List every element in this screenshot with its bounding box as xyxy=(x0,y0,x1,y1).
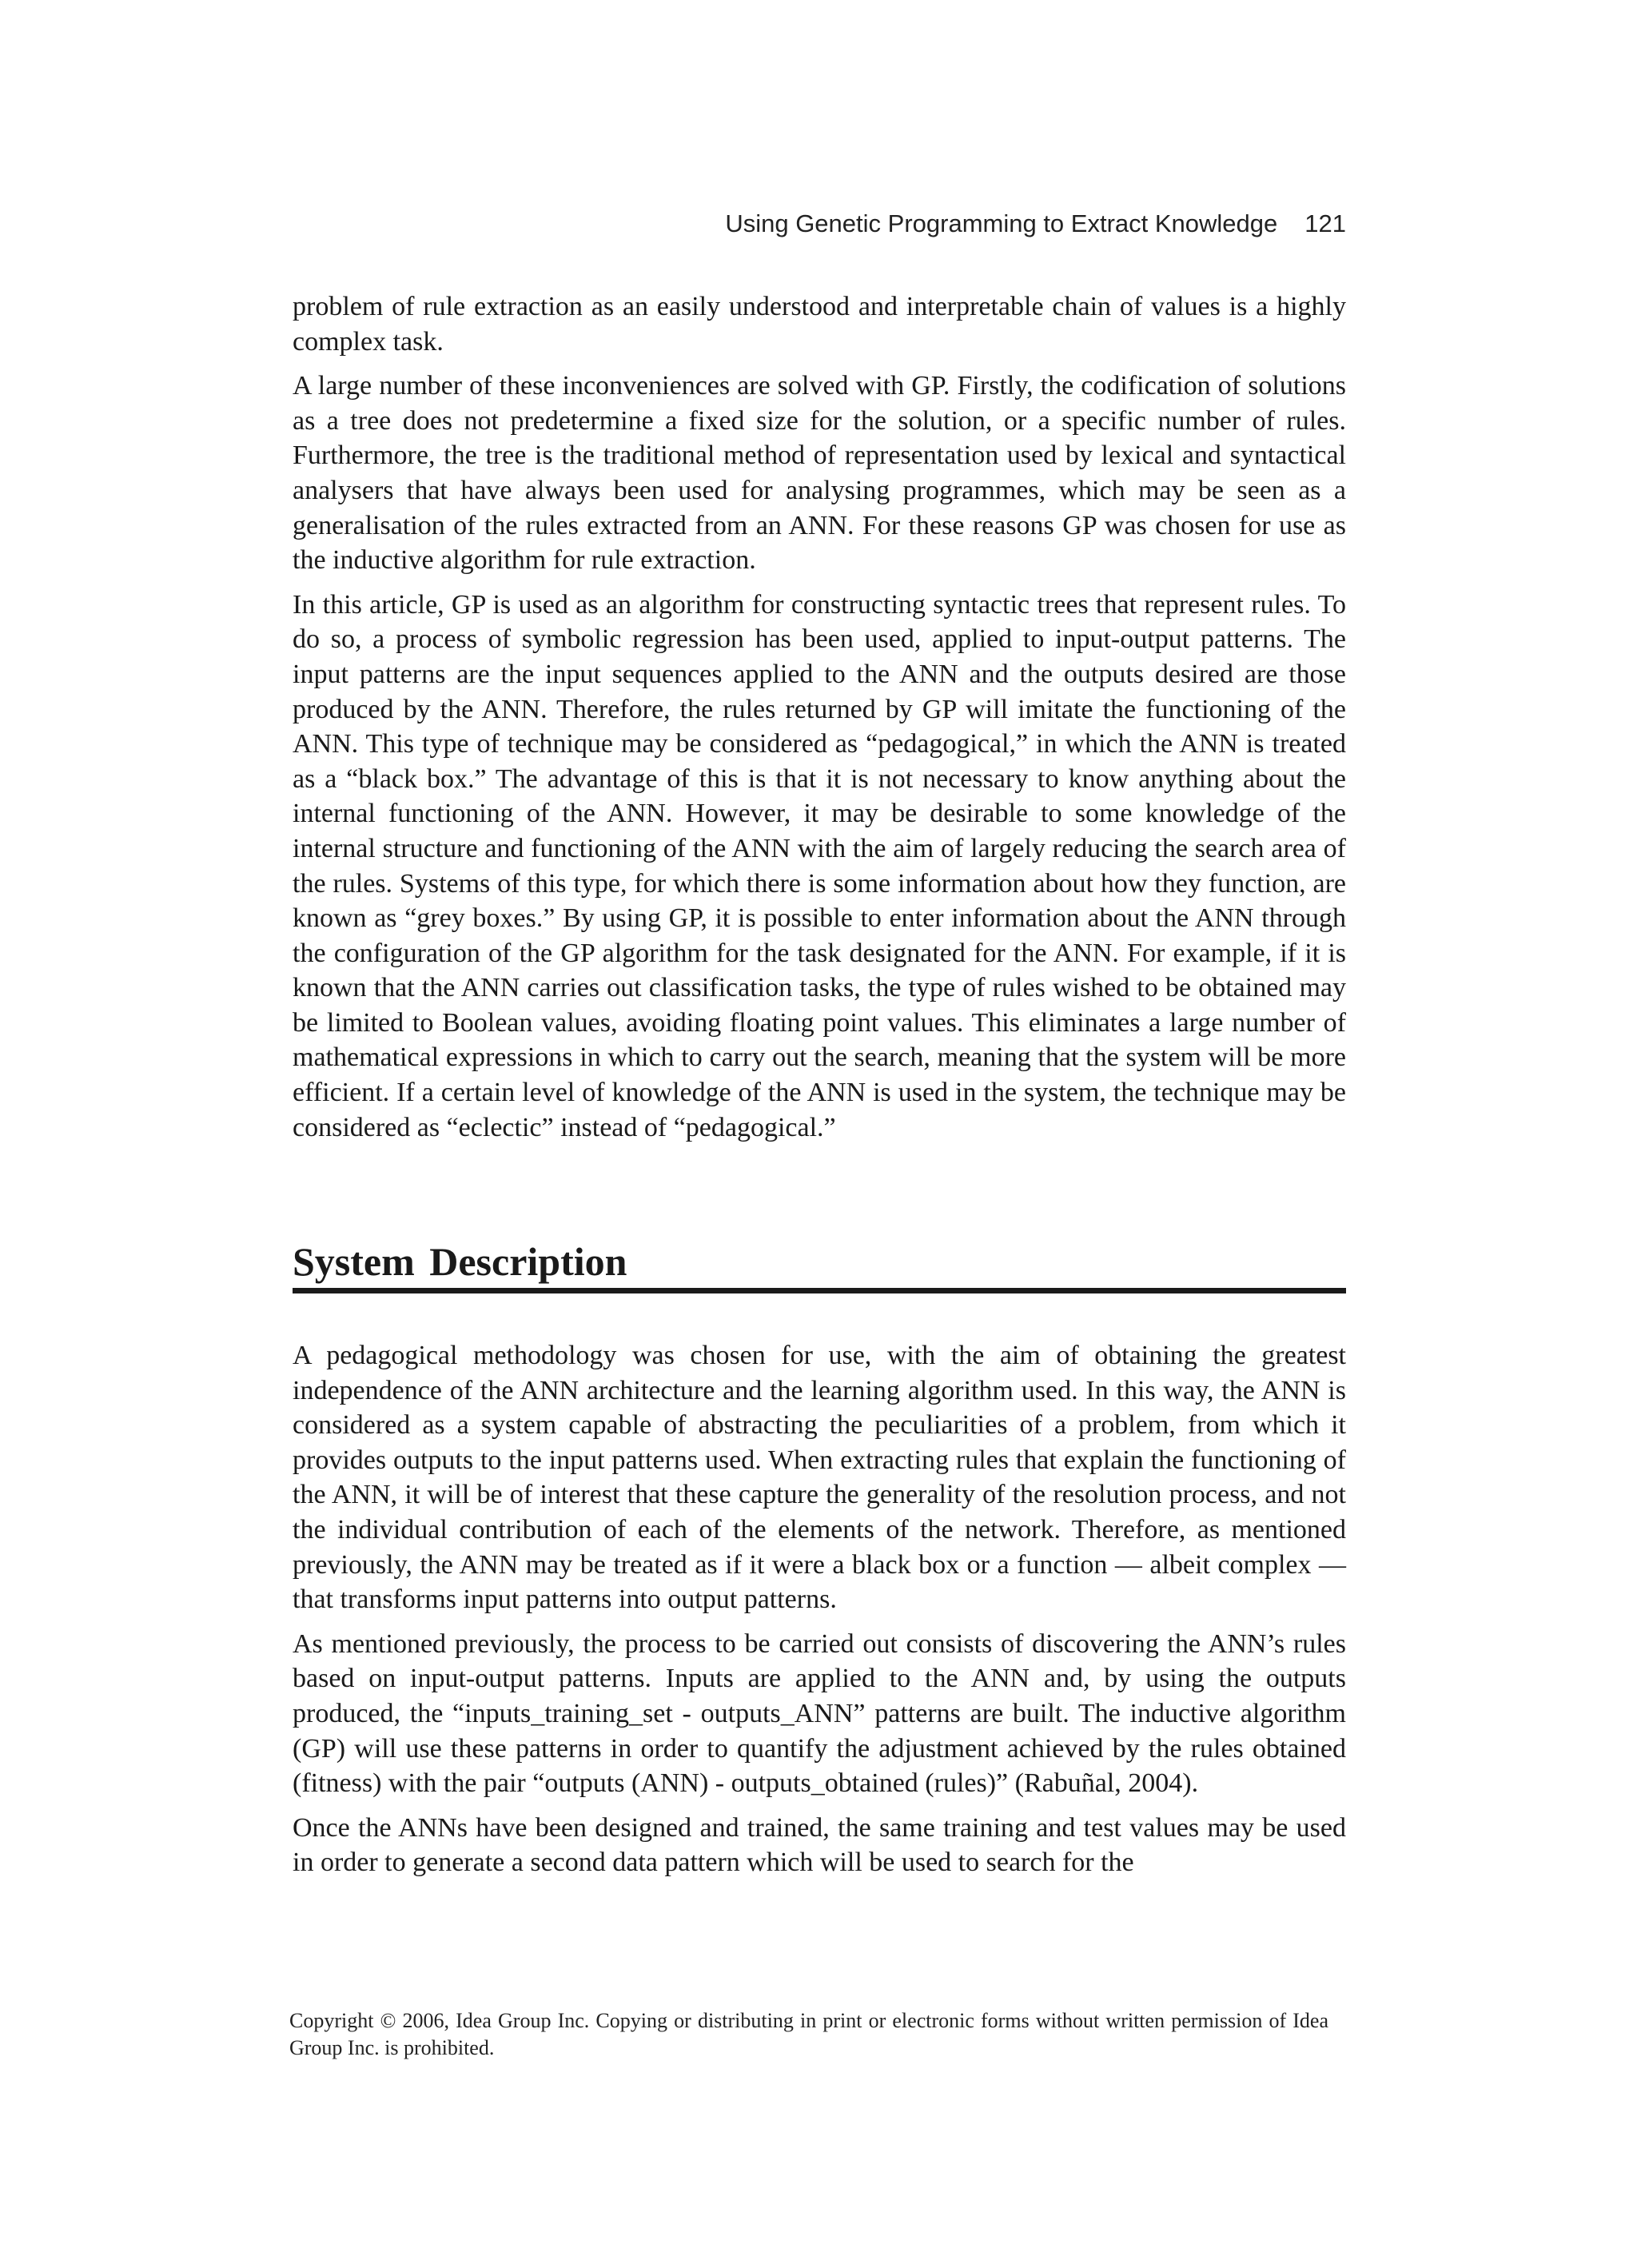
section-heading: System Description xyxy=(293,1239,627,1284)
body-text-block-1 xyxy=(293,289,1346,1154)
page-number: 121 xyxy=(1304,209,1346,237)
paragraph: In this article, GP is used as an algorithm for constructing syntactic trees that represent rules. To do so, a process of symbolic regression has been used, applied to input-output patterns. The input patterns are the input sequences applied to the ANN and the outputs desired are those produced by the ANN. Therefore, the rules returned by GP will imitate the functioning of the ANN. This type of technique may be considered as “pedagogical,” in which the ANN is treated as a “black box.” The advantage of this is that it is not necessary to know anything about the internal functioning of the ANN. However, it may be desirable to some knowledge of the internal structure and functioning of the ANN with the aim of largely reducing the search area of the rules. Systems of this type, for which there is some information about how they function, are known as “grey boxes.” By using GP, it is possible to enter information about the ANN through the configuration of the GP algorithm for the task designated for the ANN. For example, if it is known that the ANN carries out classification tasks, the type of rules wished to be obtained may be limited to Boolean values, avoiding floating point values. This eliminates a large number of mathematical expressions in which to carry out the search, meaning that the system will be more efficient. If a certain level of knowledge of the ANN is used in the system, the technique may be considered as “eclectic” instead of “pedagogical.” xyxy=(293,589,1346,1142)
paragraph: A large number of these inconveniences are solved with GP. Firstly, the codification of solutions as a tree does not predetermine a fixed size for the solution, or a specific number of rules. Furthermore, the tree is the traditional method of representation used by lexical and syntactical analysers that have always been used for analysing programmes, which may be seen as a generalisation of the rules extracted from an ANN. For these reasons GP was chosen for use as the inductive algorithm for rule extraction. xyxy=(293,371,1346,576)
running-head xyxy=(293,209,1346,238)
section-heading-rule xyxy=(293,1288,1346,1293)
paragraph: A pedagogical methodology was chosen for use, with the aim of obtaining the greatest independence of the ANN architecture and the learning algorithm used. In this way, the ANN is considered as a system capable of abstracting the peculiarities of a problem, from which it provides outputs to the input patterns used. When extracting rules that explain the functioning of the ANN, it will be of interest that these capture the generality of the resolution process, and not the individual contribution of each of the elements of the network. Therefore, as mentioned previously, the ANN may be treated as if it were a black box or a function — albeit complex — that transforms input patterns into output patterns. xyxy=(293,1341,1346,1615)
paragraph: As mentioned previously, the process to be carried out consists of discovering the ANN’s rules based on input-output patterns. Inputs are applied to the ANN and, by using the outputs produced, the “inputs_training_set - outputs_ANN” patterns are built. The inductive algorithm (GP) will use these patterns in order to quantify the adjustment achieved by the rules obtained (fitness) with the pair “outputs (ANN) - outputs_obtained (rules)” (Rabuñal, 2004). xyxy=(293,1628,1346,1799)
running-title: Using Genetic Programming to Extract Knowledge xyxy=(725,209,1278,237)
paragraph: Once the ANNs have been designed and trained, the same training and test values may be used in order to generate a second data pattern which will be used to search for the xyxy=(293,1812,1346,1878)
body-text-block-2 xyxy=(293,1338,1346,1890)
copyright-notice: Copyright © 2006, Idea Group Inc. Copying or distributing in print or electronic forms without written permission of Idea Group Inc. is prohibited. xyxy=(289,2009,1328,2059)
paragraph: problem of rule extraction as an easily understood and interpretable chain of values is a highly complex task. xyxy=(293,292,1346,357)
